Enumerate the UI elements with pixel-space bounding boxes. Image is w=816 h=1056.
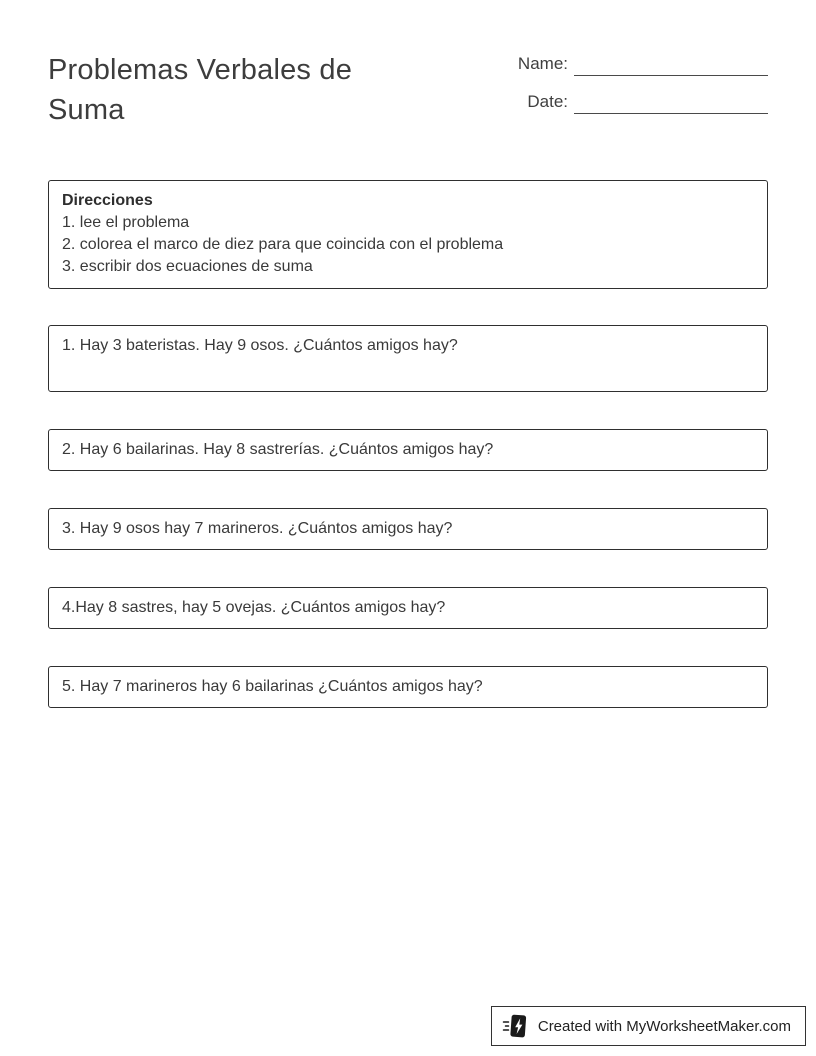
direction-step-1: 1. lee el problema: [62, 214, 190, 231]
page-title: Problemas Verbales de Suma: [48, 54, 353, 126]
problem-4-text: 4.Hay 8 sastres, hay 5 ovejas. ¿Cuántos amigos hay?: [62, 599, 446, 616]
date-label: Date:: [527, 92, 568, 111]
name-blank-line: [574, 54, 768, 76]
creator-credit-badge: [491, 1006, 806, 1046]
problem-1-text: 1. Hay 3 bateristas. Hay 9 osos. ¿Cuántos amigos hay?: [62, 337, 458, 354]
name-label: Name:: [517, 54, 568, 73]
direction-step-3: 3. escribir dos ecuaciones de suma: [62, 258, 313, 275]
problem-box-3: [48, 508, 768, 550]
credit-text: Created with MyWorksheetMaker.com: [537, 1017, 791, 1035]
problem-3-text: 3. Hay 9 osos hay 7 marineros. ¿Cuántos amigos hay?: [62, 520, 453, 537]
directions-heading: Direcciones: [62, 192, 153, 209]
problem-box-1: [48, 325, 768, 392]
problem-box-4: [48, 587, 768, 629]
problem-box-5: [48, 666, 768, 708]
problem-box-2: [48, 429, 768, 471]
direction-step-2: 2. colorea el marco de diez para que coincida con el problema: [62, 236, 504, 253]
directions-box: [48, 180, 768, 289]
document-lightning-icon: [502, 1014, 530, 1038]
name-field-row: [512, 52, 768, 76]
problem-5-text: 5. Hay 7 marineros hay 6 bailarinas ¿Cuántos amigos hay?: [62, 678, 483, 695]
name-date-fields: [512, 52, 768, 130]
date-blank-line: [574, 92, 768, 114]
date-field-row: [512, 90, 768, 114]
worksheet-header: [48, 48, 768, 130]
problem-2-text: 2. Hay 6 bailarinas. Hay 8 sastrerías. ¿Cuántos amigos hay?: [62, 441, 494, 458]
